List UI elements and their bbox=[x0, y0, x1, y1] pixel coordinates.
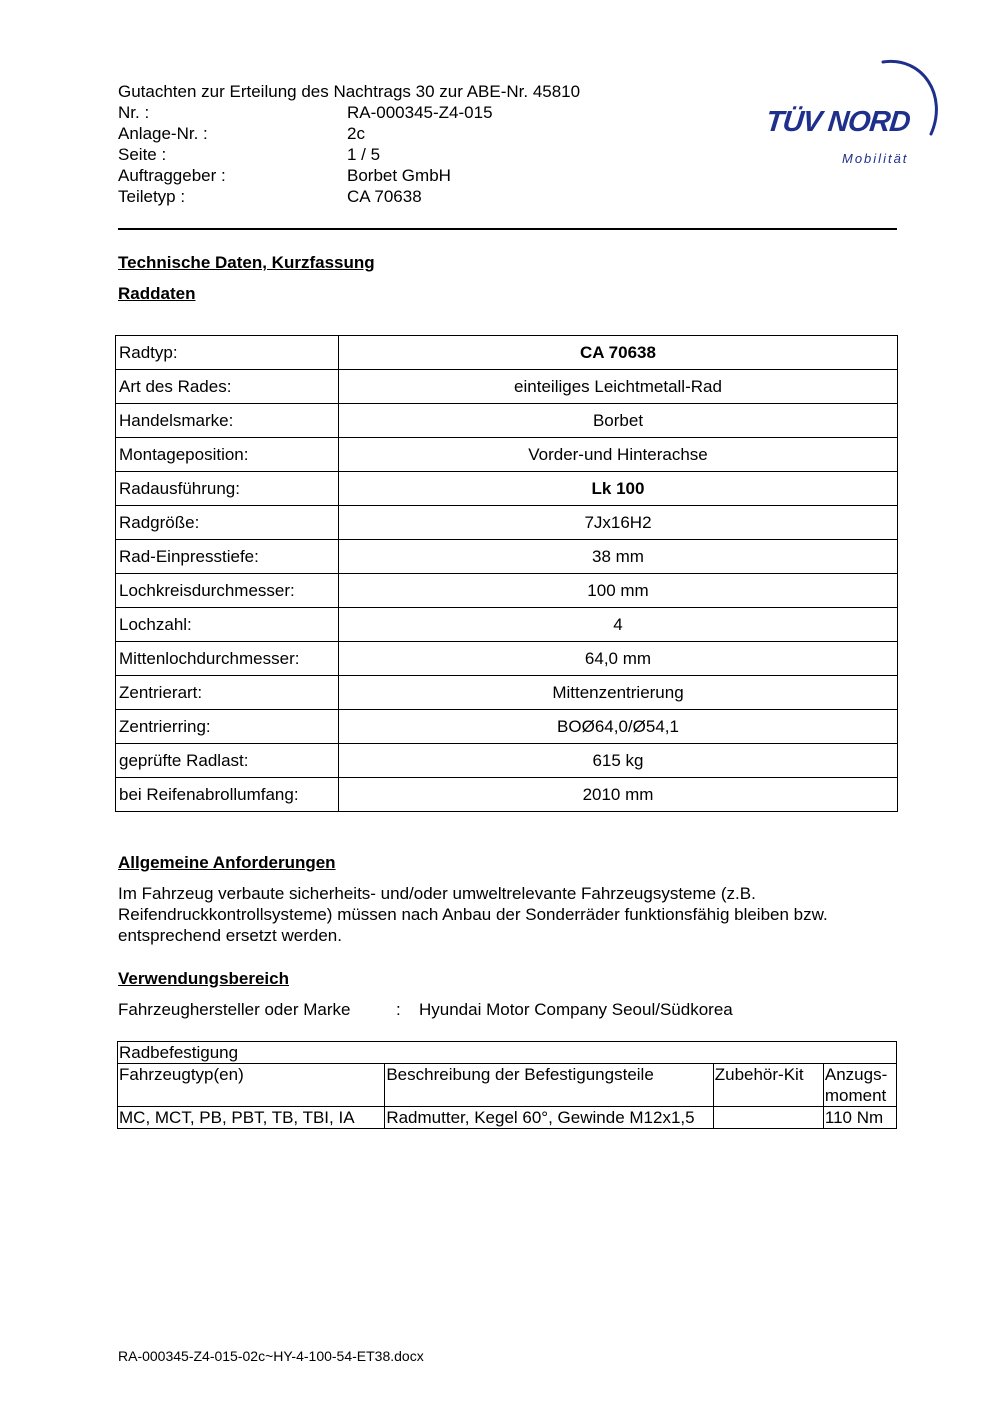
wheel-data-label: Radgröße: bbox=[116, 506, 339, 540]
wheel-data-row bbox=[116, 676, 898, 710]
header-field-value: 1 / 5 bbox=[347, 145, 381, 164]
header-field-row bbox=[118, 186, 580, 207]
wheel-data-label: Lochkreisdurchmesser: bbox=[116, 574, 339, 608]
wheel-data-table bbox=[115, 335, 898, 812]
header-field-label: Nr. : bbox=[118, 103, 150, 122]
wheel-data-label: Zentrierring: bbox=[116, 710, 339, 744]
mount-header-cell: Anzugs-moment bbox=[823, 1064, 896, 1107]
mount-data-cell: Radmutter, Kegel 60°, Gewinde M12x1,5 bbox=[385, 1107, 713, 1129]
header-field-label: Auftraggeber : bbox=[118, 166, 226, 185]
wheel-data-row bbox=[116, 404, 898, 438]
wheel-data-value: 38 mm bbox=[339, 540, 898, 574]
header-field-label: Teiletyp : bbox=[118, 187, 186, 206]
wheel-data-row bbox=[116, 574, 898, 608]
tuev-nord-logo bbox=[763, 56, 943, 171]
usage-label: Fahrzeughersteller oder Marke bbox=[118, 1000, 351, 1019]
wheel-data-label: Zentrierart: bbox=[116, 676, 339, 710]
mount-data-cell: 110 Nm bbox=[823, 1107, 896, 1129]
mount-header-row bbox=[118, 1064, 897, 1107]
logo-brand-text: TÜV NORD bbox=[764, 106, 912, 138]
header-field-row bbox=[118, 102, 580, 123]
section-heading-usage: Verwendungsbereich bbox=[118, 969, 289, 988]
wheel-data-value: Borbet bbox=[339, 404, 898, 438]
mount-title: Radbefestigung bbox=[118, 1042, 897, 1064]
wheel-data-value: 2010 mm bbox=[339, 778, 898, 812]
section-heading-wheel-data: Raddaten bbox=[118, 284, 196, 303]
wheel-data-value: Vorder-und Hinterachse bbox=[339, 438, 898, 472]
footer-filename: RA-000345-Z4-015-02c~HY-4-100-54-ET38.docx bbox=[118, 1348, 424, 1364]
wheel-data-value: 100 mm bbox=[339, 574, 898, 608]
wheel-data-row bbox=[116, 438, 898, 472]
header-field-row bbox=[118, 144, 580, 165]
wheel-data-row bbox=[116, 710, 898, 744]
wheel-data-label: Radtyp: bbox=[116, 336, 339, 370]
header-field-value: CA 70638 bbox=[347, 187, 422, 206]
logo-subtitle: Mobilität bbox=[842, 151, 909, 166]
wheel-data-value: 4 bbox=[339, 608, 898, 642]
wheel-data-label: Art des Rades: bbox=[116, 370, 339, 404]
wheel-data-label: Lochzahl: bbox=[116, 608, 339, 642]
section-heading-general: Allgemeine Anforderungen bbox=[118, 853, 336, 872]
wheel-data-label: geprüfte Radlast: bbox=[116, 744, 339, 778]
wheel-data-label: Rad-Einpresstiefe: bbox=[116, 540, 339, 574]
wheel-data-value: CA 70638 bbox=[339, 336, 898, 370]
header-field-label: Anlage-Nr. : bbox=[118, 124, 208, 143]
mount-header-cell: Fahrzeugtyp(en) bbox=[118, 1064, 385, 1107]
mount-header-cell: Zubehör-Kit bbox=[713, 1064, 823, 1107]
usage-value: Hyundai Motor Company Seoul/Südkorea bbox=[419, 1000, 733, 1019]
header-field-value: 2c bbox=[347, 124, 365, 143]
mount-title-row bbox=[118, 1042, 897, 1064]
wheel-data-row bbox=[116, 472, 898, 506]
wheel-data-value: einteiliges Leichtmetall-Rad bbox=[339, 370, 898, 404]
document-title: Gutachten zur Erteilung des Nachtrags 30 zur ABE-Nr. 45810 bbox=[118, 82, 581, 101]
header-field-value: RA-000345-Z4-015 bbox=[347, 103, 493, 122]
wheel-data-row bbox=[116, 608, 898, 642]
document-header bbox=[118, 81, 580, 207]
wheel-data-row bbox=[116, 778, 898, 812]
wheel-data-row bbox=[116, 370, 898, 404]
wheel-data-label: Handelsmarke: bbox=[116, 404, 339, 438]
header-fields bbox=[118, 102, 580, 207]
wheel-data-label: Mittenlochdurchmesser: bbox=[116, 642, 339, 676]
general-requirements-text: Im Fahrzeug verbaute sicherheits- und/oder umweltrelevante Fahrzeugsysteme (z.B. Reifendruckkontrollsysteme) müssen nach Anbau der Sonderräder funktionsfähig bleiben bzw. entsprechend ersetzt werden. bbox=[118, 884, 828, 945]
header-field-value: Borbet GmbH bbox=[347, 166, 451, 185]
wheel-data-value: 615 kg bbox=[339, 744, 898, 778]
usage-separator: : bbox=[396, 1000, 401, 1019]
header-field-row bbox=[118, 165, 580, 186]
wheel-mounting-table bbox=[117, 1041, 897, 1129]
mount-data-cell: MC, MCT, PB, PBT, TB, TBI, IA bbox=[118, 1107, 385, 1129]
wheel-data-value: BOØ64,0/Ø54,1 bbox=[339, 710, 898, 744]
mount-data-row bbox=[118, 1107, 897, 1129]
wheel-data-row bbox=[116, 336, 898, 370]
wheel-data-value: Mittenzentrierung bbox=[339, 676, 898, 710]
wheel-data-row bbox=[116, 506, 898, 540]
mount-header-cell: Beschreibung der Befestigungsteile bbox=[385, 1064, 713, 1107]
section-heading-technical: Technische Daten, Kurzfassung bbox=[118, 253, 375, 272]
header-field-label: Seite : bbox=[118, 145, 167, 164]
wheel-data-value: 7Jx16H2 bbox=[339, 506, 898, 540]
header-field-row bbox=[118, 123, 580, 144]
mount-data-cell bbox=[713, 1107, 823, 1129]
wheel-data-row bbox=[116, 642, 898, 676]
wheel-data-row bbox=[116, 540, 898, 574]
wheel-data-row bbox=[116, 744, 898, 778]
wheel-data-value: Lk 100 bbox=[339, 472, 898, 506]
wheel-data-label: Radausführung: bbox=[116, 472, 339, 506]
wheel-data-label: Montageposition: bbox=[116, 438, 339, 472]
wheel-data-value: 64,0 mm bbox=[339, 642, 898, 676]
wheel-data-label: bei Reifenabrollumfang: bbox=[116, 778, 339, 812]
header-divider bbox=[118, 228, 897, 230]
